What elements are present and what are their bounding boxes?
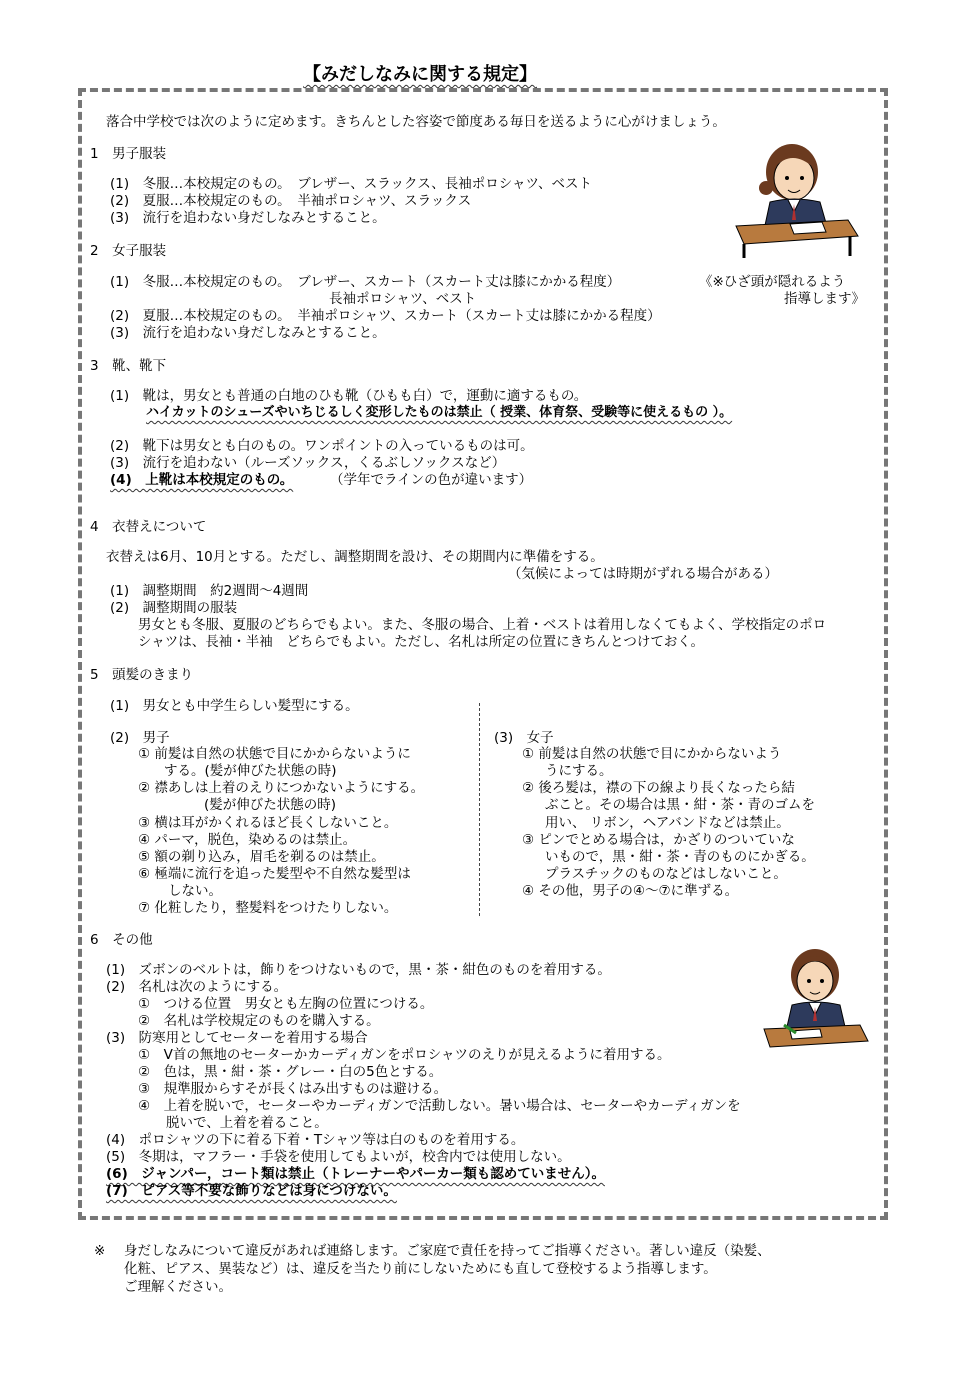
s3-item-3: (3) 流行を追わない（ルーズソックス，くるぶしソックスなど） bbox=[110, 455, 506, 471]
s4-item-2-line-2: シャツは、長袖・半袖 どちらでもよい。ただし、名札は所定の位置にきちんとつけておく。 bbox=[138, 634, 705, 650]
s2-note-line-1: 《※ひざ頭が隠れるよう bbox=[699, 274, 846, 290]
student-at-desk-illustration-2 bbox=[760, 945, 870, 1055]
s2-item-1-cont: 長袖ポロシャツ、ベスト bbox=[329, 291, 477, 307]
s5-girls-rule-3-cont-1: いもので，黒・紺・茶・青のものにかぎる。 bbox=[545, 849, 815, 865]
s6-item-3-c: ③ 規準服からすそが長くはみ出すものは避ける。 bbox=[138, 1081, 448, 1097]
s5-girls-rule-3-cont-2: プラスチックのものなどはしないこと。 bbox=[545, 866, 787, 882]
footer-note-mark: ※ bbox=[94, 1243, 106, 1259]
s5-girls-rule-2-cont-2: 用い、 リボン，ヘアバンドなどは禁止。 bbox=[545, 815, 790, 831]
s6-item-7: (7) ピアス等不要な飾りなどは身につけない。 bbox=[106, 1183, 397, 1199]
s5-boys-heading: (2) 男子 bbox=[110, 730, 170, 746]
s5-boys-rule-1: ① 前髪は自然の状態で目にかからないように bbox=[138, 746, 411, 762]
s4-paragraph: 衣替えは6月、10月とする。ただし、調整期間を設け、その期間内に準備をする。 bbox=[106, 549, 604, 565]
section-3-heading: 3 靴、靴下 bbox=[90, 358, 167, 374]
s6-item-1: (1) ズボンのベルトは，飾りをつけないもので，黒・茶・紺色のものを着用する。 bbox=[106, 962, 611, 978]
s2-item-1: (1) 冬服…本校規定のもの。 ブレザー、スカート（スカート丈は膝にかかる程度） bbox=[110, 274, 621, 290]
s6-item-3-d-cont: 脱いで、上着を着ること。 bbox=[166, 1115, 328, 1131]
s3-item-4: (4) 上靴は本校規定のもの。 bbox=[110, 472, 294, 488]
section-4-heading: 4 衣替えについて bbox=[90, 519, 207, 535]
s3-item-1: (1) 靴は，男女とも普通の白地のひも靴（ひもも白）で，運動に適するもの。 bbox=[110, 388, 588, 404]
student-at-desk-illustration-1 bbox=[730, 140, 860, 260]
s5-girls-rule-1-cont: うにする。 bbox=[545, 763, 613, 779]
s5-boys-rule-4: ④ パーマ，脱色，染めるのは禁止。 bbox=[138, 832, 357, 848]
section-1-heading: 1 男子服装 bbox=[90, 146, 167, 162]
s6-item-2-b: ② 名札は学校規定のものを購入する。 bbox=[138, 1013, 380, 1029]
s5-boys-rule-6: ⑥ 極端に流行を追った髪型や不自然な髪型は bbox=[138, 866, 411, 882]
s3-item-1-rule: ハイカットのシューズやいちじるしく変形したものは禁止（ 授業、体育祭、受験等に使えるもの ）。 bbox=[146, 405, 733, 420]
s5-boys-rule-7: ⑦ 化粧したり，整髪料をつけたりしない。 bbox=[138, 900, 398, 916]
s5-boys-rule-6-cont: しない。 bbox=[168, 883, 222, 899]
s6-item-2: (2) 名札は次のようにする。 bbox=[106, 979, 288, 995]
footer-note-line-2: 化粧、ピアス、異装など）は、違反を当たり前にしないためにも直して登校するよう指導します。 bbox=[124, 1261, 717, 1277]
s6-item-4: (4) ポロシャツの下に着る下着・Tシャツ等は白のものを着用する。 bbox=[106, 1132, 525, 1148]
intro-text: 落合中学校では次のように定めます。きちんとした容姿で節度ある毎日を送るように心がけましょう。 bbox=[106, 114, 726, 130]
s6-item-3-d: ④ 上着を脱いで，セーターやカーディガンで活動しない。暑い場合は、セーターやカーディガンを bbox=[138, 1098, 741, 1114]
s3-item-2: (2) 靴下は男女とも白のもの。ワンポイントの入っているものは可。 bbox=[110, 438, 534, 454]
s2-item-3: (3) 流行を追わない身だしなみとすること。 bbox=[110, 325, 386, 341]
s1-item-1: (1) 冬服…本校規定のもの。 ブレザー、スラックス、長袖ポロシャツ、ベスト bbox=[110, 176, 593, 192]
section-6-heading: 6 その他 bbox=[90, 932, 153, 948]
s6-item-6: (6) ジャンパー，コート類は禁止（トレーナーやパーカー類も認めていません）。 bbox=[106, 1166, 605, 1182]
s1-item-3: (3) 流行を追わない身だしなみとすること。 bbox=[110, 210, 386, 226]
s1-item-2: (2) 夏服…本校規定のもの。 半袖ポロシャツ、スラックス bbox=[110, 193, 472, 209]
s4-item-2-line-1: 男女とも冬服、夏服のどちらでもよい。また、冬服の場合、上着・ベストは着用しなくてもよく、学校指定のポロ bbox=[138, 617, 827, 633]
page-title: 【みだしなみに関する規定】 bbox=[303, 64, 537, 85]
s6-item-3-b: ② 色は，黒・紺・茶・グレー・白の5色とする。 bbox=[138, 1064, 443, 1080]
s5-girls-rule-3: ③ ピンでとめる場合は，かざりのついていな bbox=[522, 832, 795, 848]
section-5-heading: 5 頭髪のきまり bbox=[90, 667, 194, 683]
footer-note-line-3: ご理解ください。 bbox=[124, 1279, 232, 1295]
s5-boys-rule-1-cont: する。(髪が伸びた状態の時) bbox=[164, 763, 337, 779]
s3-item-4-note: （学年でラインの色が違います） bbox=[330, 472, 533, 488]
s5-girls-rule-1: ① 前髪は自然の状態で目にかからないよう bbox=[522, 746, 782, 762]
s5-girls-rule-4: ④ その他，男子の④～⑦に準ずる。 bbox=[522, 883, 739, 899]
s2-note-line-2: 指導します》 bbox=[784, 291, 865, 307]
s4-item-2: (2) 調整期間の服装 bbox=[110, 600, 238, 616]
s4-paragraph-note: （気候によっては時期がずれる場合がある） bbox=[508, 566, 778, 582]
s5-boys-rule-5: ⑤ 額の剃り込み，眉毛を剃るのは禁止。 bbox=[138, 849, 385, 865]
s5-boys-rule-3: ③ 横は耳がかくれるほど長くしないこと。 bbox=[138, 815, 398, 831]
footer-note-line-1: 身だしなみについて違反があれば連絡します。ご家庭で責任を持ってご指導ください。著しい違反（染髪、 bbox=[124, 1243, 771, 1259]
column-divider bbox=[479, 703, 480, 916]
s5-girls-rule-2-cont-1: ぶこと。その場合は黒・紺・茶・青のゴムを bbox=[545, 797, 815, 813]
s6-item-3-a: ① V首の無地のセーターかカーディガンをポロシャツのえりが見えるように着用する。 bbox=[138, 1047, 671, 1063]
section-2-heading: 2 女子服装 bbox=[90, 243, 167, 259]
s5-girls-rule-2: ② 後ろ髪は，襟の下の線より長くなったら結 bbox=[522, 780, 795, 796]
s6-item-2-a: ① つける位置 男女とも左胸の位置につける。 bbox=[138, 996, 434, 1012]
s5-boys-rule-2-cont: (髪が伸びた状態の時) bbox=[204, 797, 337, 813]
s2-item-2: (2) 夏服…本校規定のもの。 半袖ポロシャツ、スカート（スカート丈は膝にかかる程度） bbox=[110, 308, 661, 324]
s5-item-1: (1) 男女とも中学生らしい髪型にする。 bbox=[110, 698, 359, 714]
s6-item-5: (5) 冬期は，マフラー・手袋を使用してもよいが，校舎内では使用しない。 bbox=[106, 1149, 571, 1165]
s5-girls-heading: (3) 女子 bbox=[494, 730, 554, 746]
s5-boys-rule-2: ② 襟あしは上着のえりにつかないようにする。 bbox=[138, 780, 425, 796]
s6-item-3: (3) 防寒用としてセーターを着用する場合 bbox=[106, 1030, 368, 1046]
s4-item-1: (1) 調整期間 約2週間～4週間 bbox=[110, 583, 309, 599]
